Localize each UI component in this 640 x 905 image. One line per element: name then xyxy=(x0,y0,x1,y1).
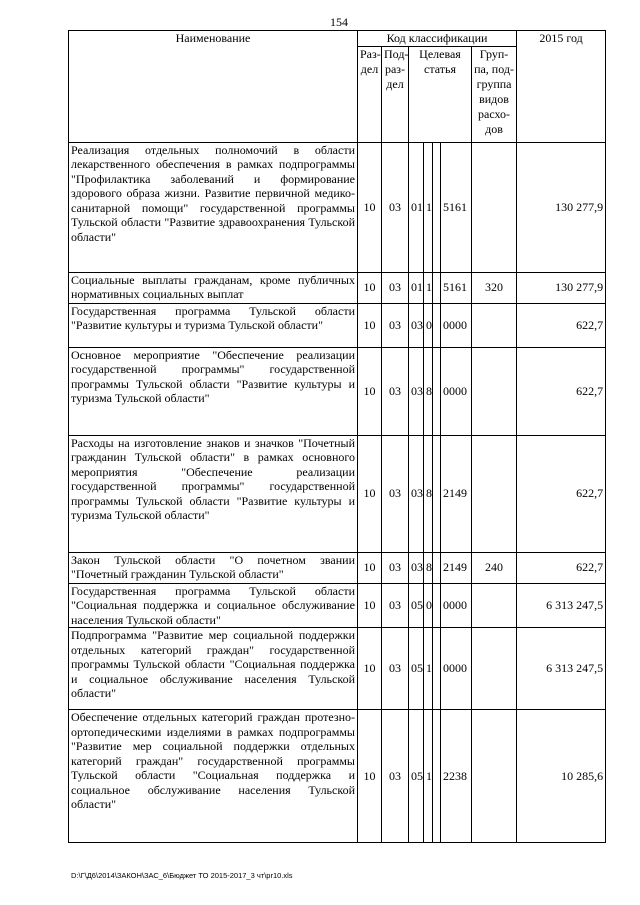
row-target-direction: 0000 xyxy=(441,628,472,710)
header-razdel: Раз-дел xyxy=(358,46,382,142)
row-podrazdel: 03 xyxy=(382,272,409,303)
row-target-subprogram: 1 xyxy=(424,628,433,710)
row-target-spacer xyxy=(433,272,441,303)
table-row xyxy=(69,142,606,272)
row-target-direction: 5161 xyxy=(441,142,472,272)
header-name: Наименование xyxy=(69,31,358,143)
row-target-program: 03 xyxy=(409,347,424,435)
file-path-footer: D:\Г\Д6\2014\ЗАКОН\ЗАС_6\Бюджет ТО 2015-2017_3 чт\pr10.xls xyxy=(71,871,293,880)
row-target-direction: 5161 xyxy=(441,272,472,303)
row-name: Расходы на изготовление знаков и значков "Почетный гражданин Тульской области" в рамках основного мероприятия "Обеспечение реализации государственной программы" государственной программы Тульской области "Развитие культуры и туризма Тульской области" xyxy=(69,435,358,552)
row-name: Социальные выплаты гражданам, кроме публичных нормативных социальных выплат xyxy=(69,272,358,303)
row-target-program: 03 xyxy=(409,552,424,583)
row-target-program: 05 xyxy=(409,583,424,628)
header-tselevaya: Целевая статья xyxy=(409,46,472,142)
header-code-group: Код классификации xyxy=(358,31,517,47)
row-expense-type xyxy=(472,628,517,710)
row-target-subprogram: 1 xyxy=(424,142,433,272)
row-amount: 622,7 xyxy=(517,435,606,552)
row-target-program: 01 xyxy=(409,142,424,272)
row-name: Государственная программа Тульской области "Развитие культуры и туризма Тульской области" xyxy=(69,303,358,347)
row-target-spacer xyxy=(433,710,441,843)
row-target-direction: 0000 xyxy=(441,347,472,435)
row-target-spacer xyxy=(433,435,441,552)
row-razdel: 10 xyxy=(358,435,382,552)
table-row xyxy=(69,272,606,303)
row-target-direction: 0000 xyxy=(441,303,472,347)
row-expense-type xyxy=(472,435,517,552)
row-name: Закон Тульской области "О почетном звании "Почетный гражданин Тульской области" xyxy=(69,552,358,583)
row-amount: 130 277,9 xyxy=(517,272,606,303)
row-target-spacer xyxy=(433,583,441,628)
header-podrazdel: Под-раз-дел xyxy=(382,46,409,142)
row-podrazdel: 03 xyxy=(382,142,409,272)
table-row xyxy=(69,628,606,710)
row-amount: 622,7 xyxy=(517,347,606,435)
row-expense-type xyxy=(472,347,517,435)
table-row xyxy=(69,710,606,843)
row-amount: 6 313 247,5 xyxy=(517,583,606,628)
row-amount: 10 285,6 xyxy=(517,710,606,843)
row-razdel: 10 xyxy=(358,583,382,628)
table-row xyxy=(69,303,606,347)
row-name: Реализация отдельных полномочий в области лекарственного обеспечения в рамках подпрограммы "Профилактика заболеваний и формирование здорового образа жизни. Развитие первичной медико-санитарной помощи" государственной программы Тульской области "Развитие здравоохранения Тульской области" xyxy=(69,142,358,272)
row-target-subprogram: 1 xyxy=(424,710,433,843)
row-target-program: 05 xyxy=(409,628,424,710)
row-name: Основное мероприятие "Обеспечение реализации государственной программы" государственной программы Тульской области "Развитие культуры и туризма Тульской области" xyxy=(69,347,358,435)
row-target-spacer xyxy=(433,347,441,435)
row-target-direction: 2238 xyxy=(441,710,472,843)
row-target-subprogram: 8 xyxy=(424,347,433,435)
row-target-program: 03 xyxy=(409,303,424,347)
row-razdel: 10 xyxy=(358,552,382,583)
row-target-direction: 0000 xyxy=(441,583,472,628)
row-name: Обеспечение отдельных категорий граждан протезно-ортопедическими изделиями в рамках подпрограммы "Развитие мер социальной поддержки отдельных категорий граждан" государственной программы Тульской области "Социальная поддержка и социальное обслуживание населения Тульской области" xyxy=(69,710,358,843)
row-target-subprogram: 8 xyxy=(424,552,433,583)
row-target-direction: 2149 xyxy=(441,435,472,552)
row-podrazdel: 03 xyxy=(382,710,409,843)
table-body xyxy=(69,142,606,843)
row-expense-type xyxy=(472,142,517,272)
row-razdel: 10 xyxy=(358,272,382,303)
budget-table xyxy=(68,30,606,843)
page-number: 154 xyxy=(330,15,348,29)
row-target-program: 01 xyxy=(409,272,424,303)
row-expense-type: 240 xyxy=(472,552,517,583)
row-podrazdel: 03 xyxy=(382,552,409,583)
header-year: 2015 год xyxy=(517,31,606,143)
row-target-spacer xyxy=(433,303,441,347)
row-amount: 6 313 247,5 xyxy=(517,628,606,710)
row-amount: 130 277,9 xyxy=(517,142,606,272)
row-target-subprogram: 0 xyxy=(424,583,433,628)
row-podrazdel: 03 xyxy=(382,583,409,628)
header-vid: Груп-па, под-группа видов расхо-дов xyxy=(472,46,517,142)
table-row xyxy=(69,552,606,583)
row-target-subprogram: 8 xyxy=(424,435,433,552)
row-name: Подпрограмма "Развитие мер социальной поддержки отдельных категорий граждан" государственной программы Тульской области "Социальная поддержка и социальное обслуживание населения Тульской области" xyxy=(69,628,358,710)
row-expense-type xyxy=(472,303,517,347)
row-razdel: 10 xyxy=(358,142,382,272)
row-razdel: 10 xyxy=(358,303,382,347)
row-target-subprogram: 0 xyxy=(424,303,433,347)
row-razdel: 10 xyxy=(358,710,382,843)
table-header xyxy=(69,31,606,143)
table-row xyxy=(69,435,606,552)
row-target-program: 05 xyxy=(409,710,424,843)
row-target-spacer xyxy=(433,628,441,710)
row-expense-type xyxy=(472,710,517,843)
row-expense-type xyxy=(472,583,517,628)
row-podrazdel: 03 xyxy=(382,628,409,710)
row-podrazdel: 03 xyxy=(382,347,409,435)
row-amount: 622,7 xyxy=(517,552,606,583)
row-podrazdel: 03 xyxy=(382,303,409,347)
table-row xyxy=(69,347,606,435)
row-target-program: 03 xyxy=(409,435,424,552)
row-amount: 622,7 xyxy=(517,303,606,347)
row-razdel: 10 xyxy=(358,628,382,710)
row-target-subprogram: 1 xyxy=(424,272,433,303)
row-podrazdel: 03 xyxy=(382,435,409,552)
row-name: Государственная программа Тульской области "Социальная поддержка и социальное обслуживание населения Тульской области" xyxy=(69,583,358,628)
row-razdel: 10 xyxy=(358,347,382,435)
row-target-spacer xyxy=(433,552,441,583)
row-target-direction: 2149 xyxy=(441,552,472,583)
row-expense-type: 320 xyxy=(472,272,517,303)
table-row xyxy=(69,583,606,628)
row-target-spacer xyxy=(433,142,441,272)
